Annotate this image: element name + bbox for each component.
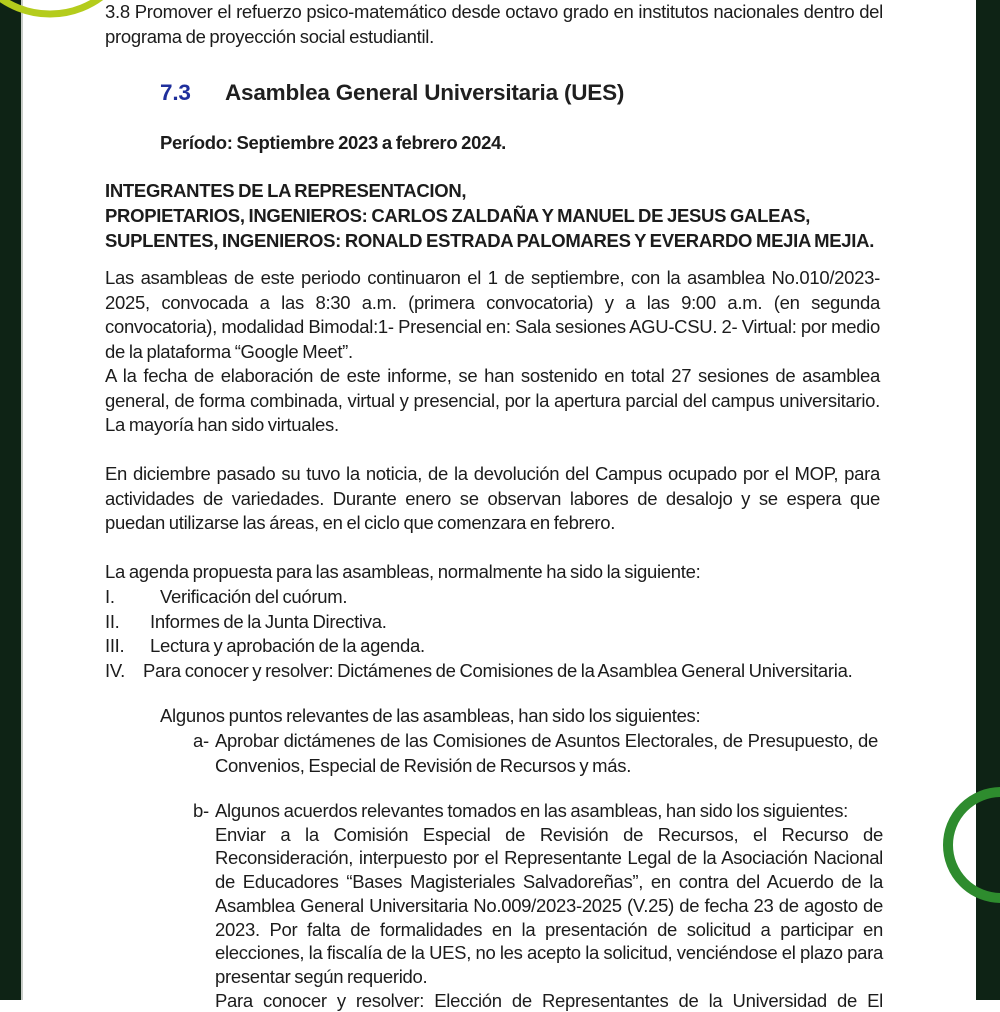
period-line: Período: Septiembre 2023 a febrero 2024.: [160, 132, 506, 153]
section-title: Asamblea General Universitaria (UES): [225, 80, 625, 105]
assemblies-paragraph: [105, 266, 880, 438]
point-b-content: [215, 799, 883, 1012]
point-b-detail: Enviar a la Comisión Especial de Revisión de Recursos, el Recurso de Reconsideración, interpuesto por el Representante Legal de la Asociación Nacional de Educadores “Bases Magisteriales Salvadoreñas”, en contra del Acuerdo de la Asamblea General Universitaria No.009/2023-2025 (V.25) de fecha 23 de agosto de 2023. Por falta de formalidades en la presentación de solicitud a participar en elecciones, la fiscalía de la UES, no les acepto la solicitud, venciéndose el plazo para presentar según requerido.: [215, 823, 883, 987]
representation-block: [105, 178, 965, 253]
list-item-text: Lectura y aprobación de la agenda.: [150, 635, 425, 657]
section-heading: [160, 80, 624, 106]
assemblies-paragraph-2: A la fecha de elaboración de este informe, se han sostenido en total 27 sesiones de asamblea general, de forma combinada, virtual y presencial, por la apertura parcial del campus universitario. La mayoría han sido virtuales.: [105, 365, 880, 435]
list-item-text: Verificación del cuórum.: [160, 586, 348, 607]
list-item-numeral: III.: [105, 635, 125, 657]
assemblies-paragraph-1: Las asambleas de este periodo continuaron el 1 de septiembre, con la asamblea No.010/2023-2025, convocada a las 8:30 a.m. (primera convocatoria) y a las 9:00 a.m. (en segunda convocatoria), modalidad Bimodal:1- Presencial en: Sala sesiones AGU-CSU. 2- Virtual: por medio de la plataforma “Google Meet”.: [105, 267, 880, 362]
point-b-marker: b-: [193, 800, 209, 821]
list-item-text: Informes de la Junta Directiva.: [150, 610, 387, 632]
list-item-numeral: I.: [105, 586, 115, 607]
representation-line-3: SUPLENTES, INGENIEROS: RONALD ESTRADA PALOMARES Y EVERARDO MEJIA MEJIA.: [105, 230, 875, 251]
list-item: [105, 610, 965, 635]
december-paragraph: En diciembre pasado su tuvo la noticia, de la devolución del Campus ocupado por el MOP, para actividades de variedades. Durante enero se observan labores de desalojo y se espera que puedan utilizarse las áreas, en el ciclo que comenzara en febrero.: [105, 463, 880, 533]
list-item: [105, 585, 965, 610]
point-b-intro: Algunos acuerdos relevantes tomados en las asambleas, han sido los siguientes:: [215, 800, 848, 821]
agenda-intro: La agenda propuesta para las asambleas, normalmente ha sido la siguiente:: [105, 561, 701, 582]
list-item-text: Para conocer y resolver: Dictámenes de Comisiones de la Asamblea General Universitaria.: [143, 660, 853, 682]
left-border-bar: [0, 0, 21, 1000]
point-b: [193, 799, 883, 1012]
point-b-detail-cutoff: Para conocer y resolver: Elección de Representantes de la Universidad de El: [215, 989, 883, 1011]
point-a-marker: a-: [193, 730, 209, 751]
point-a: [193, 729, 883, 778]
representation-line-1: INTEGRANTES DE LA REPRESENTACION,: [105, 180, 467, 201]
section-number: 7.3: [160, 80, 191, 105]
list-item-numeral: II.: [105, 610, 120, 632]
representation-line-2: PROPIETARIOS, INGENIEROS: CARLOS ZALDAÑA Y MANUEL DE JESUS GALEAS,: [105, 205, 811, 226]
left-border-bar-edge: [21, 0, 23, 1000]
continued-paragraph: 3.8 Promover el refuerzo psico-matemático desde octavo grado en institutos nacionales dentro del programa de proyección social estudiantil.: [105, 1, 883, 47]
point-a-text: Aprobar dictámenes de las Comisiones de Asuntos Electorales, de Presupuesto, de Convenios, Especial de Revisión de Recursos y más.: [215, 730, 878, 776]
list-item: [105, 659, 965, 684]
right-border-bar: [976, 0, 1000, 1000]
agenda-list: [105, 585, 965, 684]
relevant-points-intro: Algunos puntos relevantes de las asambleas, han sido los siguientes:: [160, 705, 701, 726]
green-ring-decoration: [948, 792, 1000, 898]
list-item: [105, 634, 965, 659]
list-item-numeral: IV.: [105, 660, 126, 682]
